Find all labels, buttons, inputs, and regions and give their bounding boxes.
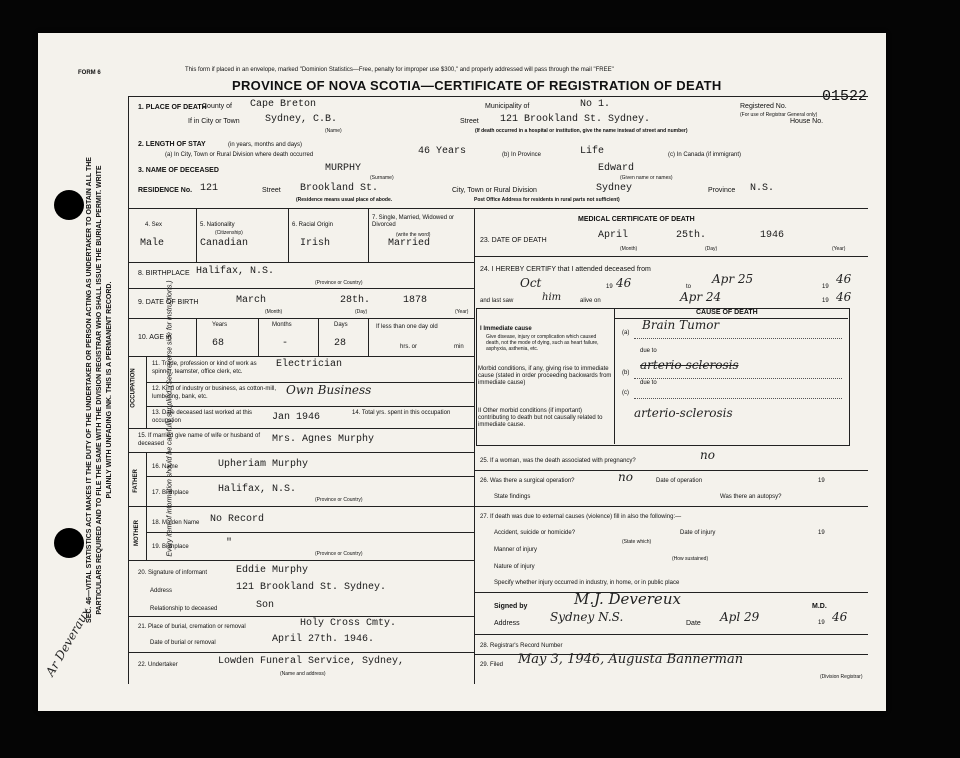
dob-month: March xyxy=(236,295,267,306)
postal-notice: This form if placed in an envelope, marked "Dominion Statistics—Free, penalty for improper use $300," and properly addressed will pass through the mail "FREE" xyxy=(185,67,614,73)
spouse-value: Mrs. Agnes Murphy xyxy=(272,434,375,445)
cause-b: arterio-sclerosis xyxy=(640,358,739,372)
dob-year: 1878 xyxy=(403,295,428,306)
given-name-value: Edward xyxy=(598,163,635,174)
punch-hole xyxy=(54,528,84,558)
informant-address: 121 Brookland St. Sydney. xyxy=(236,582,387,593)
age-days: 28 xyxy=(334,338,347,349)
attended-to-year: 46 xyxy=(836,272,852,286)
mother-name: No Record xyxy=(210,514,265,525)
last-seen-year: 46 xyxy=(836,290,852,304)
surname-value: MURPHY xyxy=(325,163,362,174)
informant-relationship: Son xyxy=(256,600,275,611)
undertaker-value: Lowden Funeral Service, Sydney, xyxy=(218,656,405,667)
physician-signature: M.J. Devereux xyxy=(574,590,681,608)
residence-street: Brookland St. xyxy=(300,183,379,194)
attended-to: Apr 25 xyxy=(712,272,754,286)
last-worked-value: Jan 1946 xyxy=(272,412,321,423)
city-value: Sydney, C.B. xyxy=(265,114,338,125)
informant-name: Eddie Murphy xyxy=(236,565,309,576)
sex-value: Male xyxy=(140,238,165,249)
filed-date-registrar: May 3, 1946, Augusta Bannerman xyxy=(518,652,744,667)
punch-hole xyxy=(54,190,84,220)
physician-address: Sydney N.S. xyxy=(550,610,624,624)
residence-province: N.S. xyxy=(750,183,775,194)
side-instructions: SEC. 46—VITAL STATISTICS ACT MAKES IT THE DUTY OF THE UNDERTAKER OR PERSON ACTING AS UNDERTAKER TO OBTAIN ALL THE PARTICULARS REQUIRED AND TO FILE THE SAME WITH THE DIVISION REGISTRAR WHO SHALL ISSUE THE BURIAL PERMIT. WRITE PLAINLY WITH UNFADING INK. THIS IS A PERMANENT RECORD. xyxy=(86,157,113,623)
cause-heading: CAUSE OF DEATH xyxy=(696,309,758,316)
side-handwriting: Ar Deveraux xyxy=(42,605,94,679)
form-number: FORM 6 xyxy=(78,70,101,76)
mother-birthplace: " xyxy=(226,538,233,549)
q25-answer: no xyxy=(700,448,715,462)
nationality-value: Canadian xyxy=(200,238,249,249)
signature-year: 46 xyxy=(832,610,848,624)
page-title: PROVINCE OF NOVA SCOTIA—CERTIFICATE OF REGISTRATION OF DEATH xyxy=(232,78,722,93)
age-months: - xyxy=(282,338,289,349)
registered-number: 01522 xyxy=(822,88,868,105)
municipality-value: No 1. xyxy=(580,99,611,110)
father-side-label: FATHER xyxy=(132,469,139,493)
father-birthplace: Halifax, N.S. xyxy=(218,484,297,495)
residence-no: 121 xyxy=(200,183,219,194)
birthplace-value: Halifax, N.S. xyxy=(196,266,275,277)
trade-value: Electrician xyxy=(276,359,343,370)
racial-origin-value: Irish xyxy=(300,238,331,249)
attended-from-year: 46 xyxy=(616,276,632,290)
burial-date: April 27th. 1946. xyxy=(272,634,375,645)
street-value: 121 Brookland St. Sydney. xyxy=(500,114,651,125)
occupation-side-label: OCCUPATION xyxy=(130,368,137,408)
dob-day: 28th. xyxy=(340,295,371,306)
side-note: Every item of information should be carefully supplied. (See reverse side for instructions.) xyxy=(166,280,174,557)
cause-ii: arterio-sclerosis xyxy=(634,406,733,420)
last-seen-alive: Apr 24 xyxy=(680,290,722,304)
death-month: April xyxy=(598,230,629,241)
age-years: 68 xyxy=(212,338,225,349)
residence-city: Sydney xyxy=(596,183,633,194)
death-day: 25th. xyxy=(676,230,707,241)
marital-status-value: Married xyxy=(388,238,431,249)
stay-province-value: Life xyxy=(580,146,605,157)
attended-from: Oct xyxy=(520,276,542,290)
q26-answer: no xyxy=(618,470,633,484)
place-of-death-label: 1. PLACE OF DEATH xyxy=(138,104,207,111)
death-year: 1946 xyxy=(760,230,785,241)
father-name: Upheriam Murphy xyxy=(218,459,309,470)
burial-place: Holy Cross Cmty. xyxy=(300,618,397,629)
stay-city-value: 46 Years xyxy=(418,146,467,157)
medical-heading: MEDICAL CERTIFICATE OF DEATH xyxy=(578,216,695,223)
alive-him: him xyxy=(542,292,562,303)
county-value: Cape Breton xyxy=(250,99,317,110)
signature-date: Apl 29 xyxy=(720,610,760,624)
industry-value: Own Business xyxy=(286,383,372,397)
mother-side-label: MOTHER xyxy=(134,520,140,546)
cause-a: Brain Tumor xyxy=(642,318,720,332)
